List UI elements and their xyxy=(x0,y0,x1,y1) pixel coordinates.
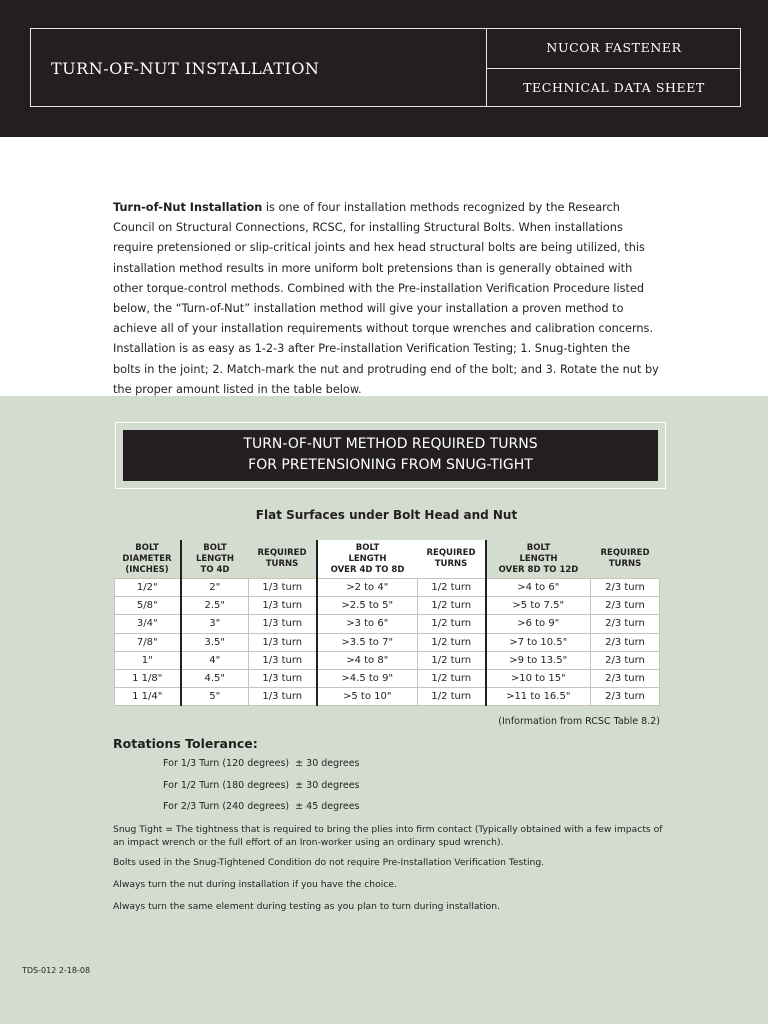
cell-diameter: 1" xyxy=(115,651,181,669)
table-row xyxy=(115,669,660,687)
turn-nut-note: Always turn the nut during installation if you have the choice. xyxy=(113,879,397,890)
header-bolt-diameter: BOLT DIAMETER (INCHES) xyxy=(122,542,172,575)
cell-turns-1: 1/3 turn xyxy=(249,688,317,706)
table-header-row xyxy=(115,540,660,579)
table-row xyxy=(115,615,660,633)
header-bar xyxy=(0,0,768,137)
intro-lead: Turn-of-Nut Installation xyxy=(113,201,263,214)
cell-length-12d: >9 to 13.5" xyxy=(486,651,591,669)
cell-length-12d: >10 to 15" xyxy=(486,669,591,687)
cell-length-8d: >5 to 10" xyxy=(317,688,418,706)
tolerance-heading: Rotations Tolerance: xyxy=(113,736,258,751)
cell-turns-1: 1/3 turn xyxy=(249,633,317,651)
cell-length-4d: 4.5" xyxy=(181,669,249,687)
table-caption: Flat Surfaces under Bolt Head and Nut xyxy=(255,508,518,522)
cell-turns-3: 2/3 turn xyxy=(591,633,660,651)
cell-turns-3: 2/3 turn xyxy=(591,669,660,687)
cell-turns-3: 2/3 turn xyxy=(591,688,660,706)
cell-diameter: 3/4" xyxy=(115,615,181,633)
banner-line-1: TURN-OF-NUT METHOD REQUIRED TURNS xyxy=(243,436,538,452)
tolerance-item: For 1/2 Turn (180 degrees) ± 30 degrees xyxy=(163,780,360,791)
cell-turns-1: 1/3 turn xyxy=(249,579,317,597)
cell-diameter: 5/8" xyxy=(115,597,181,615)
cell-length-12d: >6 to 9" xyxy=(486,615,591,633)
cell-length-4d: 4" xyxy=(181,651,249,669)
cell-turns-1: 1/3 turn xyxy=(249,651,317,669)
header-required-turns-1: REQUIRED TURNS xyxy=(257,548,307,569)
cell-turns-1: 1/3 turn xyxy=(249,669,317,687)
table-row xyxy=(115,633,660,651)
table-source-note: (Information from RCSC Table 8.2) xyxy=(498,716,660,727)
cell-turns-2: 1/2 turn xyxy=(418,669,486,687)
cell-length-12d: >5 to 7.5" xyxy=(486,597,591,615)
intro-paragraph xyxy=(113,198,661,400)
cell-turns-3: 2/3 turn xyxy=(591,615,660,633)
tolerance-item: For 2/3 Turn (240 degrees) ± 45 degrees xyxy=(163,801,360,812)
verification-note: Bolts used in the Snug-Tightened Condition do not require Pre-Installation Verification Testing. xyxy=(113,857,545,868)
cell-length-4d: 2" xyxy=(181,579,249,597)
cell-turns-1: 1/3 turn xyxy=(249,615,317,633)
cell-length-8d: >3 to 6" xyxy=(317,615,418,633)
table-banner xyxy=(115,422,666,489)
document-title: TURN-OF-NUT INSTALLATION xyxy=(51,59,320,78)
cell-length-4d: 2.5" xyxy=(181,597,249,615)
cell-turns-3: 2/3 turn xyxy=(591,597,660,615)
sheet-type: TECHNICAL DATA SHEET xyxy=(523,80,705,95)
cell-length-8d: >4 to 8" xyxy=(317,651,418,669)
cell-length-4d: 3.5" xyxy=(181,633,249,651)
document-code: TDS-012 2-18-08 xyxy=(22,966,91,975)
table-row xyxy=(115,651,660,669)
intro-body: is one of four installation methods recognized by the Research Council on Structural Connections, RCSC, for installing Structural Bolts. When installations require pretensioned or slip-critical joints and hex head structural bolts are being utilized, this installation method results in more uniform bolt pretensions than is generally obtained with other torque-control methods. Combined with the Pre-installation Verification Procedure listed below, the “Turn-of-Nut” installation method will give your installation a proven method to achieve all of your installation requirements without torque wrenches and calibration concerns. Installation is as easy as 1-2-3 after Pre-installation Verification Testing; 1. Snug-tighten the bolts in the joint; 2. Match-mark the nut and protruding end of the bolt; and 3. Rotate the nut by the proper amount listed in the table below. xyxy=(113,201,659,396)
table-row xyxy=(115,579,660,597)
header-frame xyxy=(30,28,741,107)
cell-length-8d: >2 to 4" xyxy=(317,579,418,597)
cell-length-8d: >4.5 to 9" xyxy=(317,669,418,687)
header-length-to-4d: BOLT LENGTH TO 4D xyxy=(181,540,249,579)
cell-turns-1: 1/3 turn xyxy=(249,597,317,615)
cell-diameter: 1 1/8" xyxy=(115,669,181,687)
required-turns-table xyxy=(114,540,660,706)
cell-length-12d: >7 to 10.5" xyxy=(486,633,591,651)
table-row xyxy=(115,688,660,706)
cell-diameter: 1 1/4" xyxy=(115,688,181,706)
cell-turns-3: 2/3 turn xyxy=(591,579,660,597)
cell-diameter: 1/2" xyxy=(115,579,181,597)
cell-length-4d: 3" xyxy=(181,615,249,633)
same-element-note: Always turn the same element during testing as you plan to turn during installation. xyxy=(113,901,501,912)
tolerance-item: For 1/3 Turn (120 degrees) ± 30 degrees xyxy=(163,758,360,769)
cell-turns-2: 1/2 turn xyxy=(418,688,486,706)
cell-diameter: 7/8" xyxy=(115,633,181,651)
cell-turns-2: 1/2 turn xyxy=(418,597,486,615)
table-banner-title xyxy=(123,430,658,481)
cell-length-12d: >4 to 6" xyxy=(486,579,591,597)
company-name: NUCOR FASTENER xyxy=(487,29,741,69)
cell-turns-2: 1/2 turn xyxy=(418,633,486,651)
cell-length-8d: >3.5 to 7" xyxy=(317,633,418,651)
header-length-8d-12d: BOLT LENGTH OVER 8D TO 12D xyxy=(486,540,591,579)
cell-turns-2: 1/2 turn xyxy=(418,615,486,633)
cell-length-8d: >2.5 to 5" xyxy=(317,597,418,615)
header-required-turns-3: REQUIRED TURNS xyxy=(600,548,650,569)
cell-turns-2: 1/2 turn xyxy=(418,651,486,669)
cell-length-12d: >11 to 16.5" xyxy=(486,688,591,706)
header-length-4d-8d: BOLT LENGTH OVER 4D TO 8D xyxy=(317,540,418,579)
banner-line-2: FOR PRETENSIONING FROM SNUG-TIGHT xyxy=(248,457,533,473)
header-right-panel xyxy=(486,29,741,106)
table-row xyxy=(115,597,660,615)
header-required-turns-2: REQUIRED TURNS xyxy=(418,540,486,579)
snug-tight-note: Snug Tight = The tightness that is required to bring the plies into firm contact (Typically obtained with a few impacts of an impact wrench or the full effort of an Iron-worker using an ordinary spud wrench). xyxy=(113,824,663,848)
cell-turns-3: 2/3 turn xyxy=(591,651,660,669)
cell-turns-2: 1/2 turn xyxy=(418,579,486,597)
cell-length-4d: 5" xyxy=(181,688,249,706)
